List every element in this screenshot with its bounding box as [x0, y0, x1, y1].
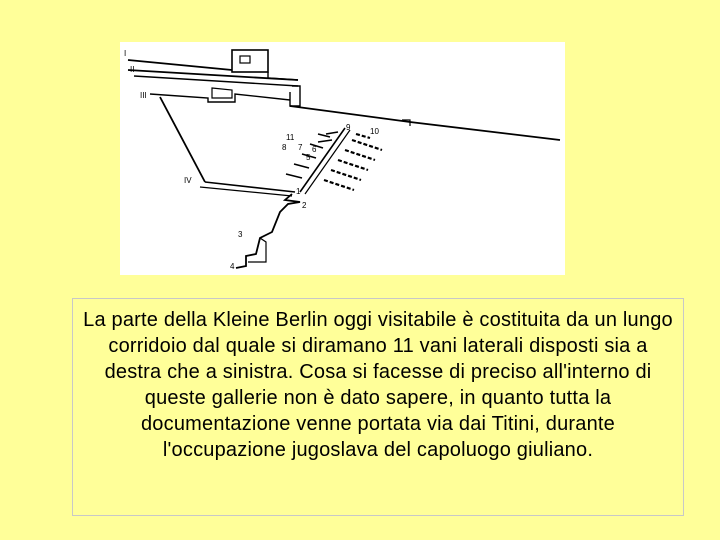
map-label-2: 2	[302, 201, 307, 210]
map-label-iv: IV	[184, 176, 192, 185]
map-label-8: 8	[282, 143, 287, 152]
map-label-6: 6	[312, 145, 317, 154]
map-label-7: 7	[298, 143, 303, 152]
caption-text: La parte della Kleine Berlin oggi visitabile è costituita da un lungo corridoio dal quale si diramano 11 vani laterali disposti sia a destra che a sinistra. Cosa si facesse di preciso all'interno di queste gallerie non è dato sapere, in quanto tutta la documentazione venne portata via dai Titini, durante l'occupazione jugoslava del capoluogo giuliano.	[83, 309, 673, 461]
map-label-11: 11	[286, 133, 295, 142]
map-label-i: I	[124, 49, 127, 58]
map-label-9: 9	[346, 123, 351, 132]
map-label-iii: III	[140, 91, 147, 100]
map-label-5: 5	[306, 153, 311, 162]
map-label-ii: II	[130, 65, 135, 74]
caption-box	[72, 298, 684, 516]
tunnel-map-drawing	[120, 42, 565, 275]
map-label-10: 10	[370, 127, 379, 136]
map-label-4: 4	[230, 262, 235, 271]
map-label-1: 1	[296, 187, 301, 196]
map-label-3: 3	[238, 230, 243, 239]
tunnel-map-image	[120, 42, 565, 275]
